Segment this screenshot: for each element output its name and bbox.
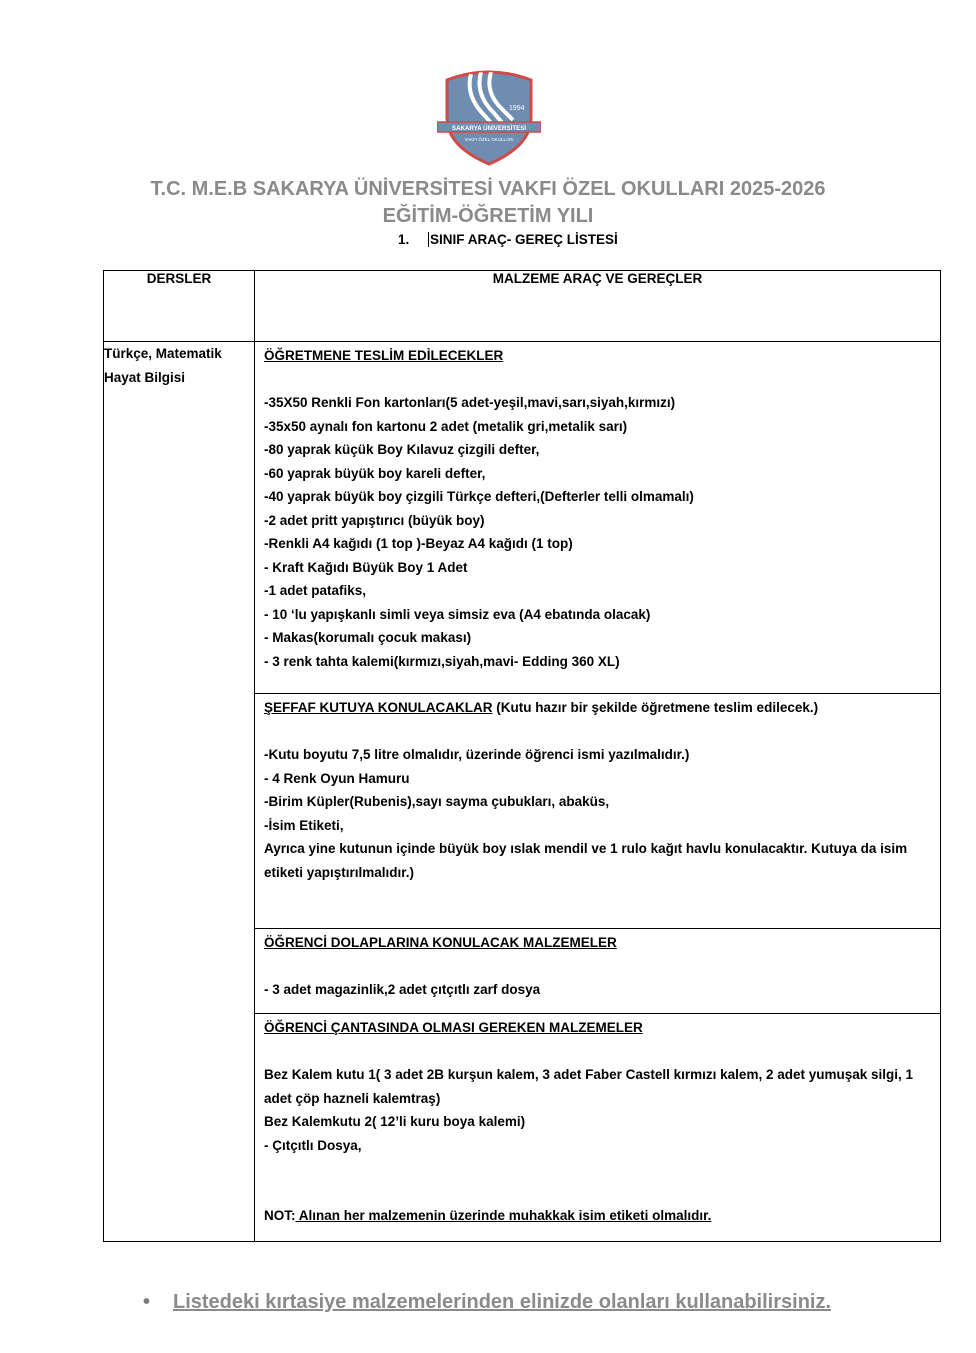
section-title: ÖĞRENCİ DOLAPLARINA KONULACAK MALZEMELER bbox=[264, 935, 617, 950]
list-item: Ayrıca yine kutunun içinde büyük boy ıslak mendil ve 1 rulo kağıt havlu konulacaktır. Kutuya da isim etiketi yapıştırılmalıdır.) bbox=[264, 841, 908, 880]
column-header-subjects: DERSLER bbox=[104, 271, 255, 342]
section-title: ÖĞRETMENE TESLİM EDİLECEKLER bbox=[264, 348, 504, 363]
list-item: - 4 Renk Oyun Hamuru bbox=[264, 770, 410, 786]
list-item: - Makas(korumalı çocuk makası) bbox=[264, 630, 472, 645]
note-line bbox=[264, 1204, 932, 1228]
list-item: - 3 adet magazinlik,2 adet çıtçıtlı zarf dosya bbox=[264, 982, 541, 997]
note-text: Alınan her malzemenin üzerinde muhakkak isim etiketi olmalıdır. bbox=[295, 1208, 712, 1223]
list-item: - 10 ‘lu yapışkanlı simli veya simsiz eva (A4 ebatında olacak) bbox=[264, 606, 651, 622]
supply-list-table bbox=[103, 270, 941, 1242]
list-item: -35x50 aynalı fon kartonu 2 adet (metalik gri,metalik sarı) bbox=[264, 418, 628, 434]
document-title-line1: T.C. M.E.B SAKARYA ÜNİVERSİTESİ VAKFI ÖZEL OKULLARI 2025-2026 bbox=[150, 178, 826, 200]
section-title-suffix: (Kutu hazır bir şekilde öğretmene teslim edilecek.) bbox=[492, 700, 819, 715]
list-item: -Birim Küpler(Rubenis),sayı sayma çubukları, abaküs, bbox=[264, 794, 610, 809]
list-item: -35X50 Renkli Fon kartonları(5 adet-yeşil,mavi,sarı,siyah,kırmızı) bbox=[264, 395, 676, 410]
list-item: - 3 renk tahta kalemi(kırmızı,siyah,mavi- Edding 360 XL) bbox=[264, 653, 620, 669]
subtitle-number: 1. bbox=[398, 232, 410, 247]
list-item: -80 yaprak küçük Boy Kılavuz çizgili defter, bbox=[264, 442, 540, 457]
list-item: -Renkli A4 kağıdı (1 top )-Beyaz A4 kağıdı (1 top) bbox=[264, 536, 573, 551]
logo-year: 1994 bbox=[509, 105, 525, 112]
logo-subtext: VAKFI ÖZEL OKULLARI bbox=[464, 137, 514, 142]
column-header-materials: MALZEME ARAÇ VE GEREÇLER bbox=[255, 271, 941, 342]
list-item: -1 adet patafiks, bbox=[264, 583, 367, 598]
list-item: - Kraft Kağıdı Büyük Boy 1 Adet bbox=[264, 559, 468, 575]
subject-line1: Türkçe, Matematik bbox=[104, 346, 222, 361]
section-transparent-box bbox=[255, 694, 941, 929]
list-item: Bez Kalem kutu 1( 3 adet 2B kurşun kalem, 3 adet Faber Castell kırmızı kalem, 2 adet yumuşak silgi, 1 adet çöp hazneli kalemtraş) bbox=[264, 1067, 914, 1106]
note-label: NOT: bbox=[264, 1208, 296, 1223]
footer-note-text: Listedeki kırtasiye malzemelerinden elinizde olanları kullanabilirsiniz. bbox=[173, 1291, 832, 1313]
list-item: -2 adet pritt yapıştırıcı (büyük boy) bbox=[264, 512, 485, 528]
subject-cell bbox=[104, 342, 255, 1242]
bullet-icon: • bbox=[143, 1291, 151, 1313]
section-backpack bbox=[255, 1014, 941, 1242]
table-row bbox=[104, 342, 941, 694]
list-item: - Çıtçıtlı Dosya, bbox=[264, 1137, 362, 1153]
list-item: -Kutu boyutu 7,5 litre olmalıdır, üzerinde öğrenci ismi yazılmalıdır.) bbox=[264, 747, 690, 762]
document-title-line2: EĞİTİM-ÖĞRETİM YILI bbox=[382, 205, 594, 227]
subject-line2: Hayat Bilgisi bbox=[104, 370, 186, 385]
list-item: -60 yaprak büyük boy kareli defter, bbox=[264, 465, 486, 481]
section-lockers bbox=[255, 929, 941, 1014]
subtitle-text: SINIF ARAÇ- GEREÇ LİSTESİ bbox=[430, 232, 618, 247]
school-logo bbox=[437, 66, 541, 166]
section-title: ŞEFFAF KUTUYA KONULACAKLAR bbox=[264, 700, 493, 715]
list-item: Bez Kalemkutu 2( 12’li kuru boya kalemi) bbox=[264, 1114, 526, 1129]
section-teacher bbox=[255, 342, 941, 694]
table-header-row bbox=[104, 271, 941, 342]
list-item: -40 yaprak büyük boy çizgili Türkçe defteri,(Defterler telli olmamalı) bbox=[264, 489, 694, 504]
section-title: ÖĞRENCİ ÇANTASINDA OLMASI GEREKEN MALZEMELER bbox=[264, 1020, 643, 1035]
document-subtitle bbox=[398, 231, 618, 249]
logo-text: SAKARYA ÜNİVERSİTESİ bbox=[451, 125, 527, 132]
list-item: -İsim Etiketi, bbox=[264, 817, 344, 833]
footer-note bbox=[143, 1291, 831, 1314]
